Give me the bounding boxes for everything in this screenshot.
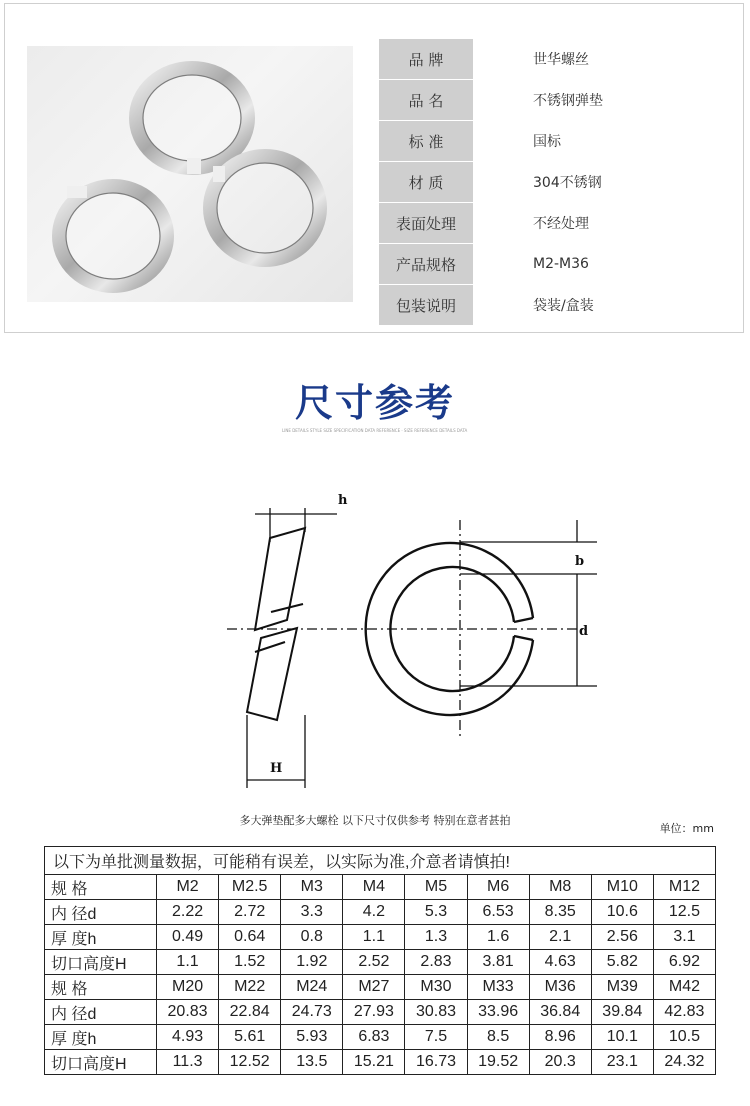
- spec-key: 品 名: [379, 80, 473, 120]
- spec-row: [379, 121, 739, 162]
- table-cell: 8.5: [467, 1025, 529, 1050]
- table-cell: 27.93: [343, 1000, 405, 1025]
- spec-value: 袋装/盒装: [533, 298, 594, 314]
- table-cell: 42.83: [653, 1000, 715, 1025]
- product-card: [4, 3, 744, 333]
- table-cell: 4.2: [343, 900, 405, 925]
- table-cell: 0.49: [157, 925, 219, 950]
- table-cell: M6: [467, 875, 529, 900]
- table-cell: 8.96: [529, 1025, 591, 1050]
- spring-washer-photo: [27, 46, 353, 302]
- table-cell: M39: [591, 975, 653, 1000]
- table-cell: 2.22: [157, 900, 219, 925]
- table-caption-row: [45, 847, 716, 875]
- table-cell: 2.1: [529, 925, 591, 950]
- row-label: 内 径d: [45, 900, 157, 925]
- dim-h: [255, 508, 337, 542]
- table-cell: M8: [529, 875, 591, 900]
- table-cell: 23.1: [591, 1050, 653, 1075]
- table-cell: 5.3: [405, 900, 467, 925]
- spec-row: [379, 80, 739, 121]
- row-label: 切口高度H: [45, 1050, 157, 1075]
- section-subtitle: LINE DETAILS STYLE SIZE SPECIFICATION DATA REFERENCE · SIZE REFERENCE DETAILS DATA: [282, 428, 468, 433]
- dimension-table: [44, 846, 716, 1075]
- table-cell: M4: [343, 875, 405, 900]
- spec-value: 304不锈钢: [533, 175, 602, 191]
- table-cell: 4.63: [529, 950, 591, 975]
- table-cell: 0.64: [219, 925, 281, 950]
- table-row: [45, 975, 716, 1000]
- table-cell: 6.83: [343, 1025, 405, 1050]
- table-cell: M2: [157, 875, 219, 900]
- table-row: [45, 1050, 716, 1075]
- table-row: [45, 900, 716, 925]
- table-cell: 11.3: [157, 1050, 219, 1075]
- table-cell: M10: [591, 875, 653, 900]
- table-cell: 16.73: [405, 1050, 467, 1075]
- table-cell: 10.6: [591, 900, 653, 925]
- table-cell: 24.73: [281, 1000, 343, 1025]
- spec-table: [379, 39, 739, 326]
- table-cell: 1.3: [405, 925, 467, 950]
- spec-key: 品 牌: [379, 39, 473, 79]
- table-cell: 3.1: [653, 925, 715, 950]
- table-cell: 10.5: [653, 1025, 715, 1050]
- table-cell: 2.72: [219, 900, 281, 925]
- table-cell: 3.81: [467, 950, 529, 975]
- table-cell: 12.52: [219, 1050, 281, 1075]
- table-row: [45, 1025, 716, 1050]
- label-d: d: [579, 624, 589, 639]
- spec-key: 表面处理: [379, 203, 473, 243]
- table-cell: 1.52: [219, 950, 281, 975]
- spec-row: [379, 244, 739, 285]
- row-label: 规 格: [45, 875, 157, 900]
- table-cell: 6.53: [467, 900, 529, 925]
- washer-drawing: [225, 490, 605, 790]
- table-cell: 6.92: [653, 950, 715, 975]
- table-cell: 30.83: [405, 1000, 467, 1025]
- table-cell: M2.5: [219, 875, 281, 900]
- table-row: [45, 950, 716, 975]
- table-cell: 2.83: [405, 950, 467, 975]
- spec-value: 世华螺丝: [533, 52, 589, 68]
- spec-value: 不经处理: [533, 216, 589, 232]
- table-cell: M33: [467, 975, 529, 1000]
- spec-key: 包装说明: [379, 285, 473, 325]
- table-cell: 2.52: [343, 950, 405, 975]
- table-cell: M3: [281, 875, 343, 900]
- spec-key: 材 质: [379, 162, 473, 202]
- dim-H: [247, 715, 305, 788]
- table-cell: 5.61: [219, 1025, 281, 1050]
- spec-value: M2-M36: [533, 256, 589, 272]
- table-cell: 36.84: [529, 1000, 591, 1025]
- table-cell: 4.93: [157, 1025, 219, 1050]
- table-cell: 3.3: [281, 900, 343, 925]
- table-cell: 1.92: [281, 950, 343, 975]
- row-label: 内 径d: [45, 1000, 157, 1025]
- spec-value: 国标: [533, 134, 561, 150]
- spec-key: 标 准: [379, 121, 473, 161]
- row-label: 厚 度h: [45, 1025, 157, 1050]
- label-b: b: [575, 554, 585, 569]
- side-view: [247, 528, 305, 720]
- label-H: H: [270, 761, 283, 776]
- unit-label: 单位：mm: [659, 822, 714, 835]
- section-title: 尺寸参考: [294, 381, 455, 425]
- table-cell: M30: [405, 975, 467, 1000]
- table-cell: 19.52: [467, 1050, 529, 1075]
- table-cell: 20.83: [157, 1000, 219, 1025]
- size-note: 多大弹垫配多大螺栓 以下尺寸仅供参考 特别在意者甚拍: [239, 814, 511, 827]
- table-cell: 1.1: [157, 950, 219, 975]
- dimension-diagram: [225, 490, 605, 790]
- row-label: 规 格: [45, 975, 157, 1000]
- table-cell: 33.96: [467, 1000, 529, 1025]
- table-cell: 1.1: [343, 925, 405, 950]
- row-label: 厚 度h: [45, 925, 157, 950]
- spec-row: [379, 39, 739, 80]
- table-cell: 24.32: [653, 1050, 715, 1075]
- table-cell: M24: [281, 975, 343, 1000]
- table-row: [45, 875, 716, 900]
- table-row: [45, 925, 716, 950]
- label-h: h: [338, 493, 348, 508]
- product-photo: [27, 46, 353, 302]
- spec-row: [379, 285, 739, 326]
- table-cell: M22: [219, 975, 281, 1000]
- spec-value: 不锈钢弹垫: [533, 93, 603, 109]
- spec-row: [379, 162, 739, 203]
- table-cell: 7.5: [405, 1025, 467, 1050]
- table-cell: 5.82: [591, 950, 653, 975]
- table-cell: 5.93: [281, 1025, 343, 1050]
- table-row: [45, 1000, 716, 1025]
- table-cell: M36: [529, 975, 591, 1000]
- table-cell: 1.6: [467, 925, 529, 950]
- table-cell: M5: [405, 875, 467, 900]
- table-cell: 12.5: [653, 900, 715, 925]
- table-cell: 13.5: [281, 1050, 343, 1075]
- table-cell: 20.3: [529, 1050, 591, 1075]
- table-cell: M42: [653, 975, 715, 1000]
- row-label: 切口高度H: [45, 950, 157, 975]
- table-caption: 以下为单批测量数据，可能稍有误差，以实际为准,介意者请慎拍!: [45, 847, 716, 875]
- spec-row: [379, 203, 739, 244]
- table-cell: 39.84: [591, 1000, 653, 1025]
- table-cell: 15.21: [343, 1050, 405, 1075]
- table-cell: M27: [343, 975, 405, 1000]
- table-cell: M12: [653, 875, 715, 900]
- table-cell: 2.56: [591, 925, 653, 950]
- table-cell: 10.1: [591, 1025, 653, 1050]
- spec-key: 产品规格: [379, 244, 473, 284]
- table-cell: M20: [157, 975, 219, 1000]
- table-cell: 0.8: [281, 925, 343, 950]
- table-cell: 8.35: [529, 900, 591, 925]
- table-cell: 22.84: [219, 1000, 281, 1025]
